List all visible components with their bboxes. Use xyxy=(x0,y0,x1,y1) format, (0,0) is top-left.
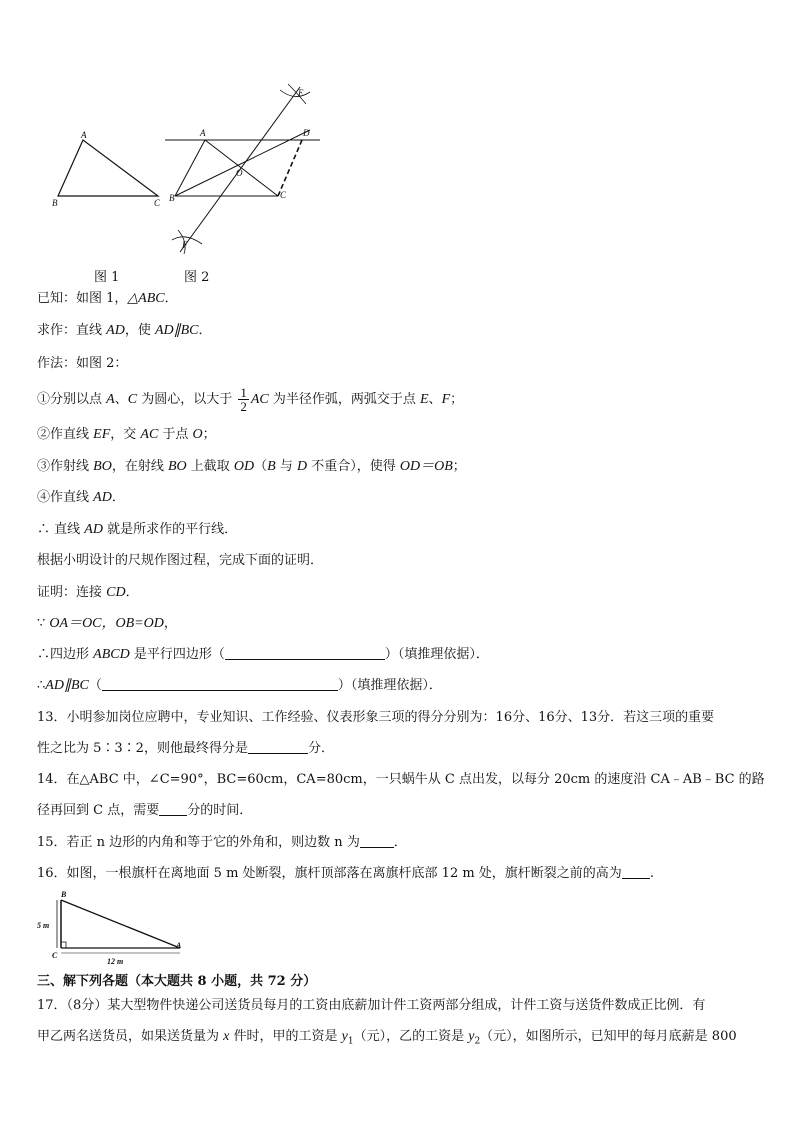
label-c: C xyxy=(280,190,287,200)
step-1: ①分别以点 A、C 为圆心，以大于 $\frac{1}{2}$ AC 为半径作弧，两弧交于点 E、F； xyxy=(37,385,464,414)
q14-line-1: 14．在△ABC 中，∠C=90°，BC=60cm，CA=80cm，一只蜗牛从 C 点出发，以每分 20cm 的速度沿 CA﹣AB﹣BC 的路 xyxy=(37,772,765,787)
proof-line: 证明：连接 CD． xyxy=(37,585,139,600)
label-o: O xyxy=(236,168,243,178)
step-4: ④作直线 AD． xyxy=(37,490,125,505)
answer-blank-2[interactable] xyxy=(102,678,338,691)
known-line: 已知：如图 1，△ABC． xyxy=(37,291,178,306)
figure-2 xyxy=(160,82,330,261)
triangle-abc xyxy=(58,140,158,196)
label-c: C xyxy=(154,198,161,208)
q16-line: 16．如图，一根旗杆在离地面 5 m 处断裂，旗杆顶部落在离旗杆底部 12 m 处，旗杆断裂之前的高为 . xyxy=(37,866,654,881)
q13-line-1: 13．小明参加岗位应聘中，专业知识、工作经验、仪表形象三项的得分分别为：16分、16分、13分．若这三项的重要 xyxy=(37,710,715,725)
label-b: B xyxy=(169,193,175,203)
label-f: F xyxy=(182,240,188,250)
label-e: E xyxy=(298,88,304,98)
label-height: 5 m xyxy=(37,921,50,930)
step-3: ③作射线 BO，在射线 BO 上截取 OD（B 与 D 不重合），使得 OD＝OB； xyxy=(37,459,466,474)
label-b: B xyxy=(52,198,58,208)
method-line: 作法：如图 2： xyxy=(37,356,128,371)
q16-answer-blank[interactable] xyxy=(622,866,650,879)
label-base: 12 m xyxy=(107,957,124,966)
q15-line: 15．若正 n 边形的内角和等于它的外角和，则边数 n 为 ． xyxy=(37,835,407,850)
q15-answer-blank[interactable] xyxy=(360,835,394,848)
answer-blank-1[interactable] xyxy=(225,647,385,660)
task-line: 求作：直线 AD，使 AD∥BC． xyxy=(37,323,212,338)
because-line: ∵ OA＝OC，OB=OD， xyxy=(37,616,177,631)
prompt-line: 根据小明设计的尺规作图过程，完成下面的证明． xyxy=(37,553,324,568)
figure-1-caption: 图 1 xyxy=(94,270,120,285)
parallel-line: ∴AD∥BC（ ）（填推理依据）． xyxy=(37,678,442,693)
step-2: ②作直线 EF，交 AC 于点 O； xyxy=(37,427,216,442)
label-d: D xyxy=(303,128,310,138)
parallelogram-line: ∴四边形 ABCD 是平行四边形（ ）（填推理依据）． xyxy=(37,647,489,662)
q17-line-2: 甲乙两名送货员，如果送货量为 x 件时，甲的工资是 $y_1$（元），乙的工资是 $y_2$（元），如图所示，已知甲的每月底薪是 800 xyxy=(37,1029,737,1047)
q17-line-1: 17．（8分）某大型物件快递公司送货员每月的工资由底薪加计件工资两部分组成，计件工资与送货件数成正比例．有 xyxy=(37,998,706,1013)
label-a: A xyxy=(176,941,182,950)
section-3-heading: 三、解下列各题（本大题共 8 小题，共 72 分） xyxy=(37,974,317,989)
q13-answer-blank[interactable] xyxy=(248,741,308,754)
flagpole-figure xyxy=(35,888,190,972)
label-c: C xyxy=(52,951,58,960)
q14-line-2: 径再回到 C 点，需要 分的时间． xyxy=(37,803,253,818)
label-a: A xyxy=(200,128,206,138)
figure-1 xyxy=(50,128,170,212)
label-b: B xyxy=(61,890,67,899)
figure-2-caption: 图 2 xyxy=(184,270,210,285)
q14-answer-blank[interactable] xyxy=(159,803,187,816)
therefore-line: ∴ 直线 AD 就是所求作的平行线． xyxy=(37,522,238,537)
label-a: A xyxy=(81,130,87,140)
fraction-one-half: $\frac{1}{2}$ xyxy=(240,385,247,414)
q13-line-2: 性之比为 5∶3∶2，则他最终得分是 分． xyxy=(37,741,334,756)
